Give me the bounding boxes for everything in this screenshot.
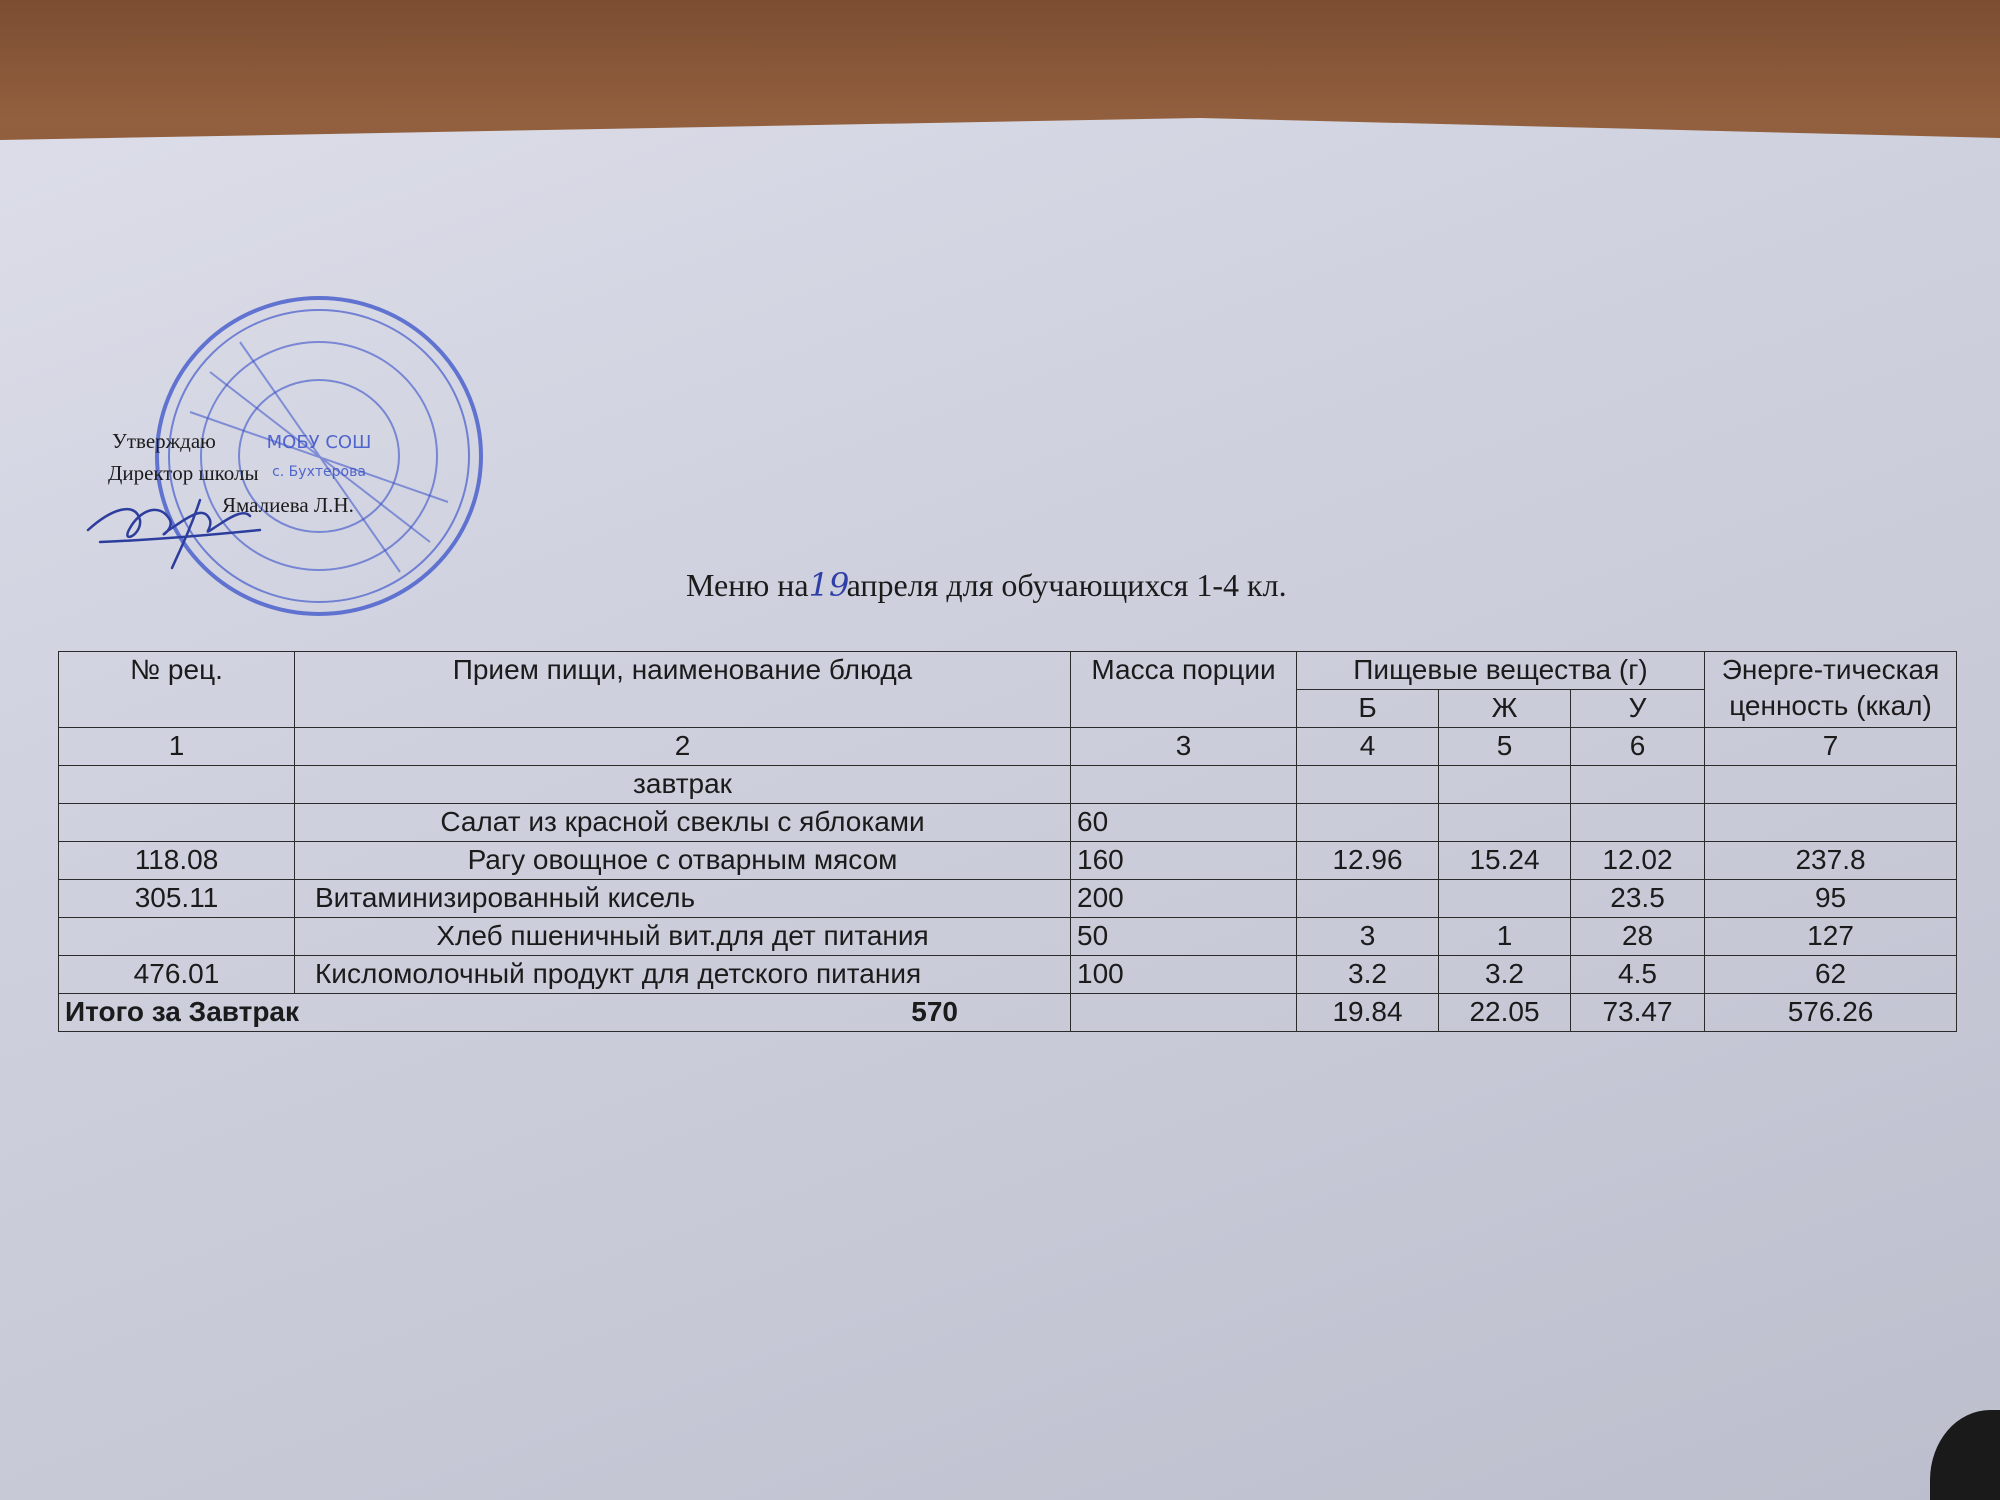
portion-mass: 160	[1071, 842, 1297, 880]
energy: 127	[1705, 918, 1957, 956]
carbs: 12.02	[1571, 842, 1705, 880]
stamp-center-bottom: с. Бухтерова	[272, 464, 366, 480]
dish-name: Хлеб пшеничный вит.для дет питания	[295, 918, 1071, 956]
protein: 12.96	[1297, 842, 1439, 880]
protein	[1297, 880, 1439, 918]
page-title	[686, 566, 1506, 604]
dish-name: Рагу овощное с отварным мясом	[295, 842, 1071, 880]
total-label: Итого за Завтрак	[65, 996, 300, 1027]
total-energy: 576.26	[1705, 994, 1957, 1032]
table-row	[59, 918, 1957, 956]
portion-mass: 60	[1071, 804, 1297, 842]
section-label: завтрак	[295, 766, 1071, 804]
protein	[1297, 804, 1439, 842]
energy	[1705, 804, 1957, 842]
energy: 237.8	[1705, 842, 1957, 880]
fat	[1439, 880, 1571, 918]
recipe-no: 305.11	[59, 880, 295, 918]
header-mass: Масса порции	[1071, 652, 1297, 728]
col-number: 6	[1571, 728, 1705, 766]
header-zh: Ж	[1439, 690, 1571, 728]
stamp-center-top: МОБУ СОШ	[266, 432, 372, 453]
header-b: Б	[1297, 690, 1439, 728]
carbs: 23.5	[1571, 880, 1705, 918]
energy: 95	[1705, 880, 1957, 918]
signature-scribble	[80, 490, 270, 570]
title-suffix: апреля для обучающихся 1-4 кл.	[846, 567, 1287, 603]
portion-mass: 200	[1071, 880, 1297, 918]
carbs: 28	[1571, 918, 1705, 956]
dish-name: Витаминизированный кисель	[295, 880, 1071, 918]
dish-name: Салат из красной свеклы с яблоками	[295, 804, 1071, 842]
col-number: 3	[1071, 728, 1297, 766]
column-number-row	[59, 728, 1957, 766]
protein: 3.2	[1297, 956, 1439, 994]
table-row	[59, 880, 1957, 918]
total-cell	[59, 994, 1071, 1032]
protein: 3	[1297, 918, 1439, 956]
approval-line-1: Утверждаю	[112, 429, 216, 453]
total-fat: 22.05	[1439, 994, 1571, 1032]
recipe-no	[59, 918, 295, 956]
col-number: 5	[1439, 728, 1571, 766]
dish-name: Кисломолочный продукт для детского питания	[295, 956, 1071, 994]
section-row	[59, 766, 1957, 804]
fat: 1	[1439, 918, 1571, 956]
portion-mass: 100	[1071, 956, 1297, 994]
carbs	[1571, 804, 1705, 842]
total-protein: 19.84	[1297, 994, 1439, 1032]
col-number: 1	[59, 728, 295, 766]
total-row	[59, 994, 1957, 1032]
header-energy: Энерге-тическая ценность (ккал)	[1705, 652, 1957, 728]
total-mass: 570	[911, 996, 958, 1027]
fat: 3.2	[1439, 956, 1571, 994]
menu-table	[58, 651, 1957, 1032]
table-row	[59, 842, 1957, 880]
header-nutrients: Пищевые вещества (г)	[1297, 652, 1705, 690]
energy: 62	[1705, 956, 1957, 994]
fat	[1439, 804, 1571, 842]
carbs: 4.5	[1571, 956, 1705, 994]
recipe-no	[59, 804, 295, 842]
header-u: У	[1571, 690, 1705, 728]
fat: 15.24	[1439, 842, 1571, 880]
col-number: 4	[1297, 728, 1439, 766]
approval-line-3: Ямалиева Л.Н.	[222, 493, 354, 517]
table-row	[59, 956, 1957, 994]
portion-mass: 50	[1071, 918, 1297, 956]
total-carbs: 73.47	[1571, 994, 1705, 1032]
recipe-no: 476.01	[59, 956, 295, 994]
col-number: 7	[1705, 728, 1957, 766]
col-number: 2	[295, 728, 1071, 766]
header-recipe-no: № рец.	[59, 652, 295, 728]
recipe-no: 118.08	[59, 842, 295, 880]
approval-line-2: Директор школы	[108, 461, 259, 485]
title-day-handwritten: 19	[808, 566, 850, 604]
table-row	[59, 804, 1957, 842]
header-meal: Прием пищи, наименование блюда	[295, 652, 1071, 728]
title-prefix: Меню на	[686, 567, 809, 603]
